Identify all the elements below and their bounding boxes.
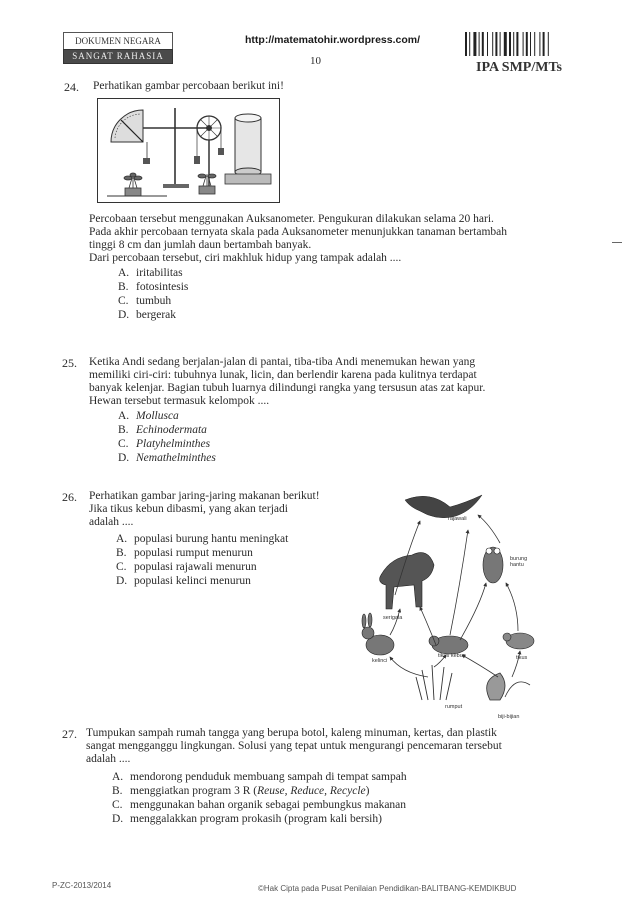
option-label: A. (116, 533, 128, 545)
option-text-suffix: ) (365, 785, 370, 797)
question-24-prompt: Perhatikan gambar percobaan berikut ini! (93, 80, 284, 92)
barcode-bar (482, 32, 484, 56)
barcode-bar (469, 32, 470, 56)
grass-icon (416, 665, 452, 700)
option-label: B. (118, 281, 129, 293)
barcode-bar (492, 32, 493, 56)
option-text: fotosintesis (136, 281, 189, 293)
barcode-bar (523, 32, 524, 56)
option-text: bergerak (136, 309, 177, 321)
barcode-bar (548, 32, 549, 56)
option-text: Echinodermata (136, 424, 207, 436)
option-text: populasi burung hantu meningkat (134, 533, 289, 545)
barcode-image (465, 32, 570, 56)
option-label: C. (118, 438, 129, 450)
option-25-b[interactable] (118, 424, 207, 437)
label-burung-hantu: burung hantu (510, 556, 528, 568)
barcode-bar (513, 32, 514, 56)
option-label: C. (116, 561, 127, 573)
option-text: populasi rumput menurun (134, 547, 253, 559)
option-25-a[interactable] (118, 410, 179, 423)
source-url[interactable]: http://matematohir.wordpress.com/ (245, 34, 421, 46)
question-number-27: 27. (62, 727, 77, 741)
option-label: C. (112, 799, 123, 811)
option-label: B. (116, 547, 127, 559)
question-27-line-1: Tumpukan sampah rumah tangga yang berupa botol, kaleng minuman, kertas, dan plastik (86, 727, 497, 739)
option-label: D. (116, 575, 128, 587)
owl-icon (483, 547, 503, 583)
option-text-italic: Reuse, Reduce, Recycle (257, 785, 366, 797)
option-26-d[interactable] (116, 575, 251, 588)
barcode-bar (504, 32, 507, 56)
option-text: menggalakkan program prokasih (program kali bersih) (130, 813, 382, 825)
question-27-line-3: adalah .... (86, 753, 131, 765)
option-text: mendorong penduduk membuang sampah di tempat sampah (130, 771, 407, 783)
label-tikus-kebun: tikus kebun (438, 653, 466, 659)
question-25-line-2: memiliki ciri-ciri: tubuhnya lunak, licin, dan berlendir karena pada kulitnya terdapat (89, 369, 477, 381)
barcode-bar (495, 32, 497, 56)
question-25-line-3: banyak kelenjar. Bagian tubuh luarnya dilindungi rangka yang tersusun atas zat kapur. (89, 382, 486, 394)
label-rumput: rumput (445, 704, 463, 710)
option-label: B. (118, 424, 129, 436)
option-label: A. (112, 771, 124, 783)
barcode-bar (465, 32, 467, 56)
seed-plant-icon (487, 673, 530, 700)
option-text: Nemathelminthes (136, 452, 216, 464)
auksanometer-figure (97, 98, 280, 203)
stamp-sangat-rahasia: SANGAT RAHASIA (63, 49, 173, 64)
option-label: D. (118, 309, 130, 321)
question-24-line-1: Percobaan tersebut menggunakan Auksanometer. Pengukuran dilakukan selama 20 hari. (89, 213, 494, 225)
barcode-bar (479, 32, 480, 56)
margin-mark (612, 242, 622, 243)
option-27-c[interactable] (112, 799, 406, 812)
option-text: Platyhelminthes (136, 438, 211, 450)
option-text: populasi rajawali menurun (134, 561, 257, 573)
question-26-line-3: adalah .... (89, 516, 134, 528)
label-kelinci: kelinci (372, 658, 388, 664)
option-27-b[interactable] (112, 785, 370, 798)
option-text: iritabilitas (136, 267, 183, 279)
question-25-line-4: Hewan tersebut termasuk kelompok .... (89, 395, 270, 407)
question-number-24: 24. (64, 80, 79, 94)
option-27-a[interactable] (112, 771, 407, 784)
stamp-dokumen-negara: DOKUMEN NEGARA (63, 32, 173, 50)
option-label: D. (112, 813, 124, 825)
barcode-bar (534, 32, 535, 56)
option-24-c[interactable] (118, 295, 171, 308)
label-biji: biji-bijian (498, 714, 520, 720)
garden-rat-icon (429, 636, 468, 654)
barcode-bar (487, 32, 488, 56)
option-label: C. (118, 295, 129, 307)
barcode-bar (500, 32, 501, 56)
page-number: 10 (310, 55, 321, 67)
option-label: A. (118, 267, 130, 279)
option-text: tumbuh (136, 295, 172, 307)
option-26-a[interactable] (116, 533, 288, 546)
option-24-a[interactable] (118, 267, 183, 280)
option-24-d[interactable] (118, 309, 176, 322)
barcode-bar (543, 32, 545, 56)
question-26-line-1: Perhatikan gambar jaring-jaring makanan berikut! (89, 490, 320, 502)
option-label: B. (112, 785, 123, 797)
question-26-line-2: Jika tikus kebun dibasmi, yang akan terjadi (89, 503, 288, 515)
wolf-icon (380, 553, 434, 609)
label-rajawali: rajawali (448, 516, 467, 522)
option-text: Mollusca (136, 410, 179, 422)
subject-label: IPA SMP/MTs (476, 60, 562, 75)
option-25-d[interactable] (118, 452, 216, 465)
barcode-bar (509, 32, 511, 56)
option-26-c[interactable] (116, 561, 257, 574)
footer-code: P-ZC-2013/2014 (52, 881, 112, 890)
option-26-b[interactable] (116, 547, 253, 560)
barcode-bar (526, 32, 528, 56)
question-24-line-4: Dari percobaan tersebut, ciri makhluk hidup yang tampak adalah .... (89, 252, 402, 264)
barcode-bar (516, 32, 518, 56)
footer-copyright: ©Hak Cipta pada Pusat Penilaian Pendidikan-BALITBANG-KEMDIKBUD (258, 884, 517, 893)
option-text: populasi kelinci menurun (134, 575, 251, 587)
question-27-line-2: sangat mengganggu lingkungan. Solusi yang tepat untuk mengurangi pencemaran tersebut (86, 740, 502, 752)
option-text: menggunakan bahan organik sebagai pembungkus makanan (130, 799, 407, 811)
option-24-b[interactable] (118, 281, 188, 294)
eagle-icon (405, 495, 482, 518)
question-24-line-2: Pada akhir percobaan ternyata skala pada Auksanometer menunjukkan tanaman bertambah (89, 226, 507, 238)
label-serigala: serigala (383, 615, 403, 621)
option-text: menggiatkan program 3 R ( (130, 785, 258, 797)
option-25-c[interactable] (118, 438, 210, 451)
question-25-line-1: Ketika Andi sedang berjalan-jalan di pantai, tiba-tiba Andi menemukan hewan yang (89, 356, 476, 368)
question-24-line-3: tinggi 8 cm dan jumlah daun bertambah banyak. (89, 239, 312, 251)
question-number-25: 25. (62, 356, 77, 370)
barcode-bar (539, 32, 540, 56)
option-27-d[interactable] (112, 813, 382, 826)
question-number-26: 26. (62, 490, 77, 504)
label-tikus: tikus (516, 655, 528, 661)
barcode-bar (530, 32, 531, 56)
option-label: D. (118, 452, 130, 464)
mouse-icon (503, 633, 534, 649)
barcode-bar (473, 32, 476, 56)
option-label: A. (118, 410, 130, 422)
